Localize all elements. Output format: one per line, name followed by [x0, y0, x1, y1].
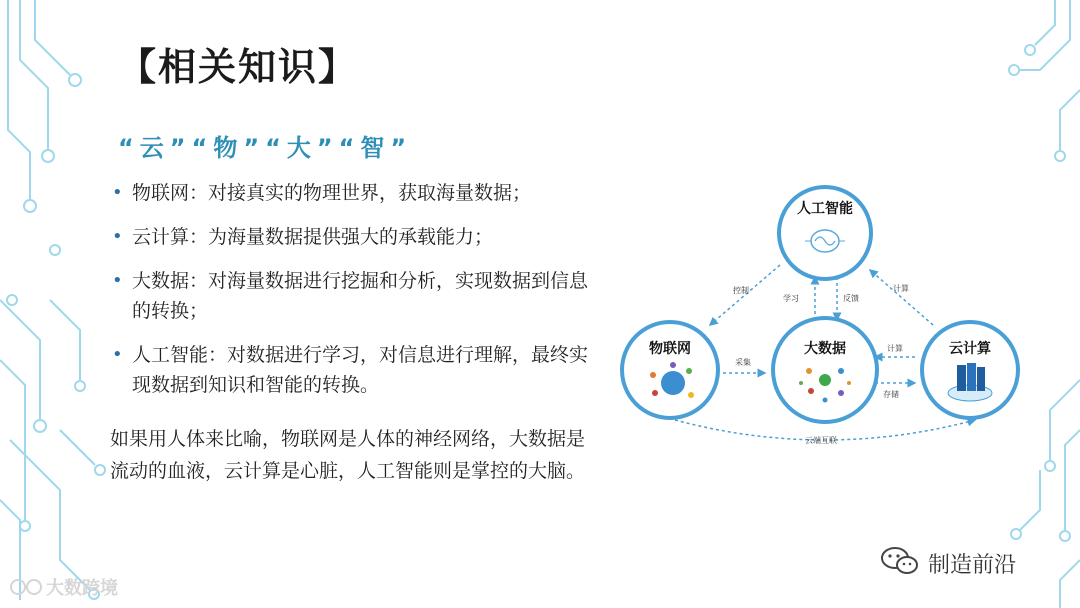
- node-bigdata-label: 大数据: [804, 341, 846, 357]
- edge-label-compute-mid: 计算: [887, 344, 903, 353]
- bullet-item: [112, 178, 592, 208]
- watermark-right: 制造前沿: [928, 553, 1017, 578]
- edge-label-control: 控制: [733, 286, 749, 295]
- bullet-text: 云计算：为海量数据提供强大的承载能力；: [132, 226, 494, 248]
- bullet-list: [112, 178, 592, 414]
- bullet-item: [112, 222, 592, 252]
- edge-compute-top: [870, 270, 933, 325]
- circuit-decoration-left: [0, 0, 110, 608]
- bullet-icon: •: [112, 344, 123, 365]
- node-bigdata: [773, 318, 877, 422]
- bullet-icon: •: [112, 182, 123, 203]
- node-iot-label: 物联网: [649, 341, 691, 357]
- bullet-text: 人工智能：对数据进行学习，对信息进行理解，最终实现数据到知识和智能的转换。: [132, 344, 589, 396]
- node-cloud: [922, 322, 1018, 418]
- bullet-text: 物联网：对接真实的物理世界，获取海量数据；: [132, 182, 532, 204]
- node-cloud-label: 云计算: [949, 341, 991, 357]
- bullet-item: [112, 266, 592, 326]
- edge-label-learn: 学习: [783, 294, 799, 303]
- edge-label-collect: 采集: [735, 358, 751, 367]
- edge-label-cloud-link: 云端互联: [805, 436, 837, 445]
- edge-label-store: 存储: [883, 390, 899, 399]
- analogy-paragraph: 如果用人体来比喻，物联网是人体的神经网络，大数据是流动的血液，云计算是心脏，人工智能则是掌控的大脑。: [110, 428, 586, 482]
- bullet-icon: •: [112, 270, 123, 291]
- wechat-icon: [880, 544, 920, 578]
- edge-label-feedback: 反馈: [843, 294, 859, 303]
- node-ai-label: 人工智能: [797, 201, 853, 217]
- bullet-text: 大数据：对海量数据进行挖掘和分析，实现数据到信息的转换；: [132, 270, 589, 322]
- section-subtitle: “云”“物”“大”“智”: [118, 134, 413, 162]
- node-ai: [779, 187, 871, 279]
- relationship-diagram: [615, 185, 1045, 455]
- watermark-left: 大数跨境: [46, 578, 118, 599]
- edge-label-compute-top: 计算: [893, 284, 909, 293]
- bullet-item: [112, 340, 592, 400]
- page-title: 【相关知识】: [118, 45, 359, 89]
- edge-control: [710, 265, 780, 325]
- bullet-icon: •: [112, 226, 123, 247]
- node-iot: [622, 322, 718, 418]
